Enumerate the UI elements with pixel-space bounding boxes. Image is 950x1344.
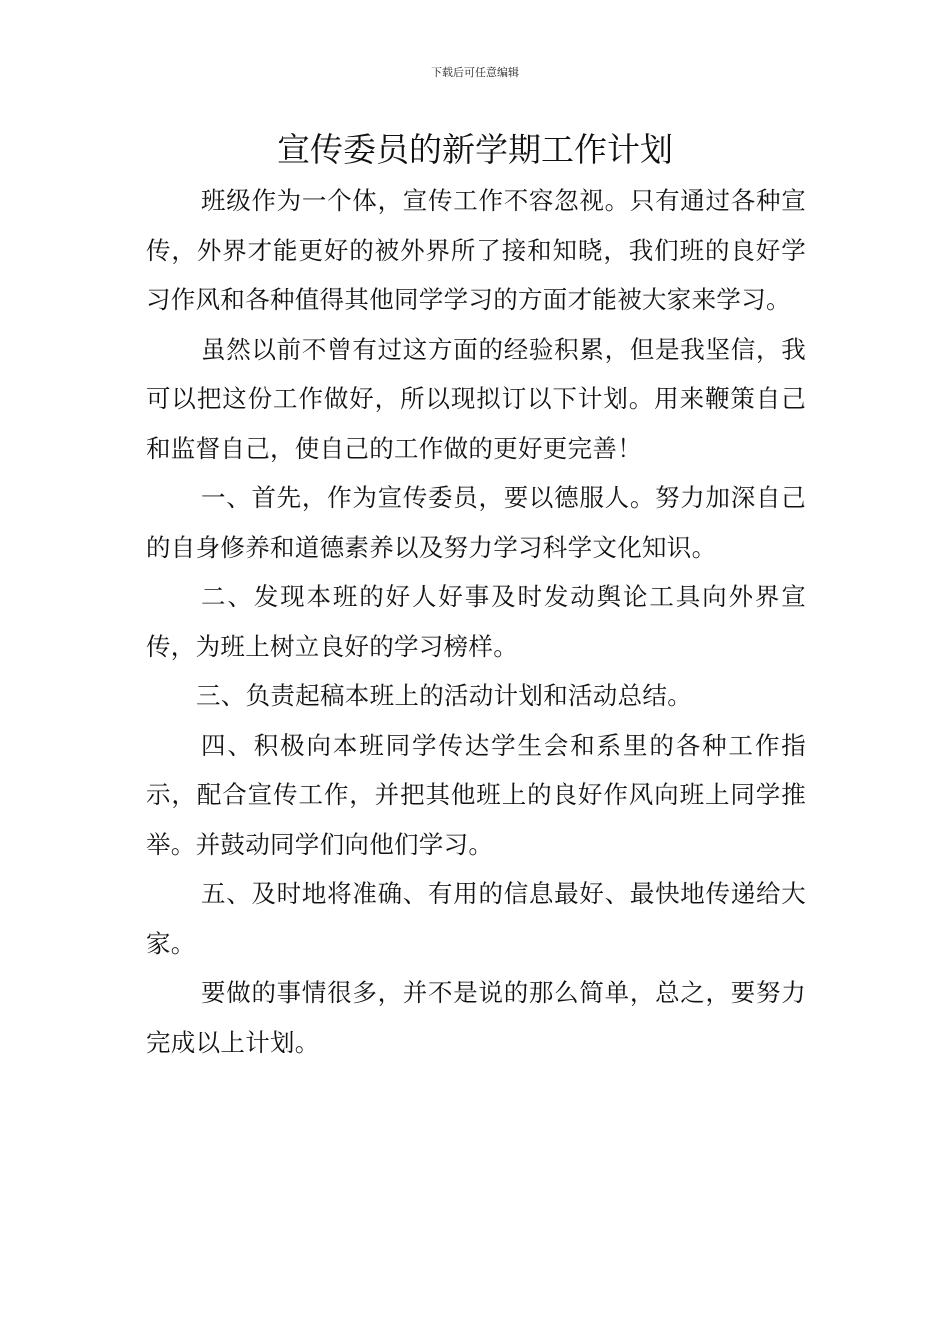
paragraph-item-3: 三、负责起稿本班上的活动计划和活动总结。	[196, 681, 692, 710]
paragraph-conclusion: 要做的事情很多，并不是说的那么简单，总之，要努力完成以上计划。	[146, 978, 806, 1057]
paragraph-item-1: 一、首先，作为宣传委员，要以德服人。努力加深自己的自身修养和道德素养以及努力学习科学文化知识。	[146, 483, 806, 562]
paragraph-item-2: 二、发现本班的好人好事及时发动舆论工具向外界宣传，为班上树立良好的学习榜样。	[146, 582, 806, 661]
paragraph-resolve: 虽然以前不曾有过这方面的经验积累，但是我坚信，我可以把这份工作做好，所以现拟订以下计划。用来鞭策自己和监督自己，使自己的工作做的更好更完善！	[146, 334, 806, 463]
document-title: 宣传委员的新学期工作计划	[277, 130, 673, 169]
paragraph-intro: 班级作为一个体，宣传工作不容忽视。只有通过各种宣传，外界才能更好的被外界所了接和知晓，我们班的良好学习作风和各种值得其他同学学习的方面才能被大家来学习。	[146, 186, 806, 314]
paragraph-item-5: 五、及时地将准确、有用的信息最好、最快地传递给大家。	[146, 879, 806, 958]
paragraph-item-4: 四、积极向本班同学传达学生会和系里的各种工作指示，配合宣传工作，并把其他班上的良好作风向班上同学推举。并鼓动同学们向他们学习。	[146, 730, 806, 859]
document-body	[146, 176, 806, 1067]
header-note: 下载后可任意编辑	[431, 66, 519, 79]
